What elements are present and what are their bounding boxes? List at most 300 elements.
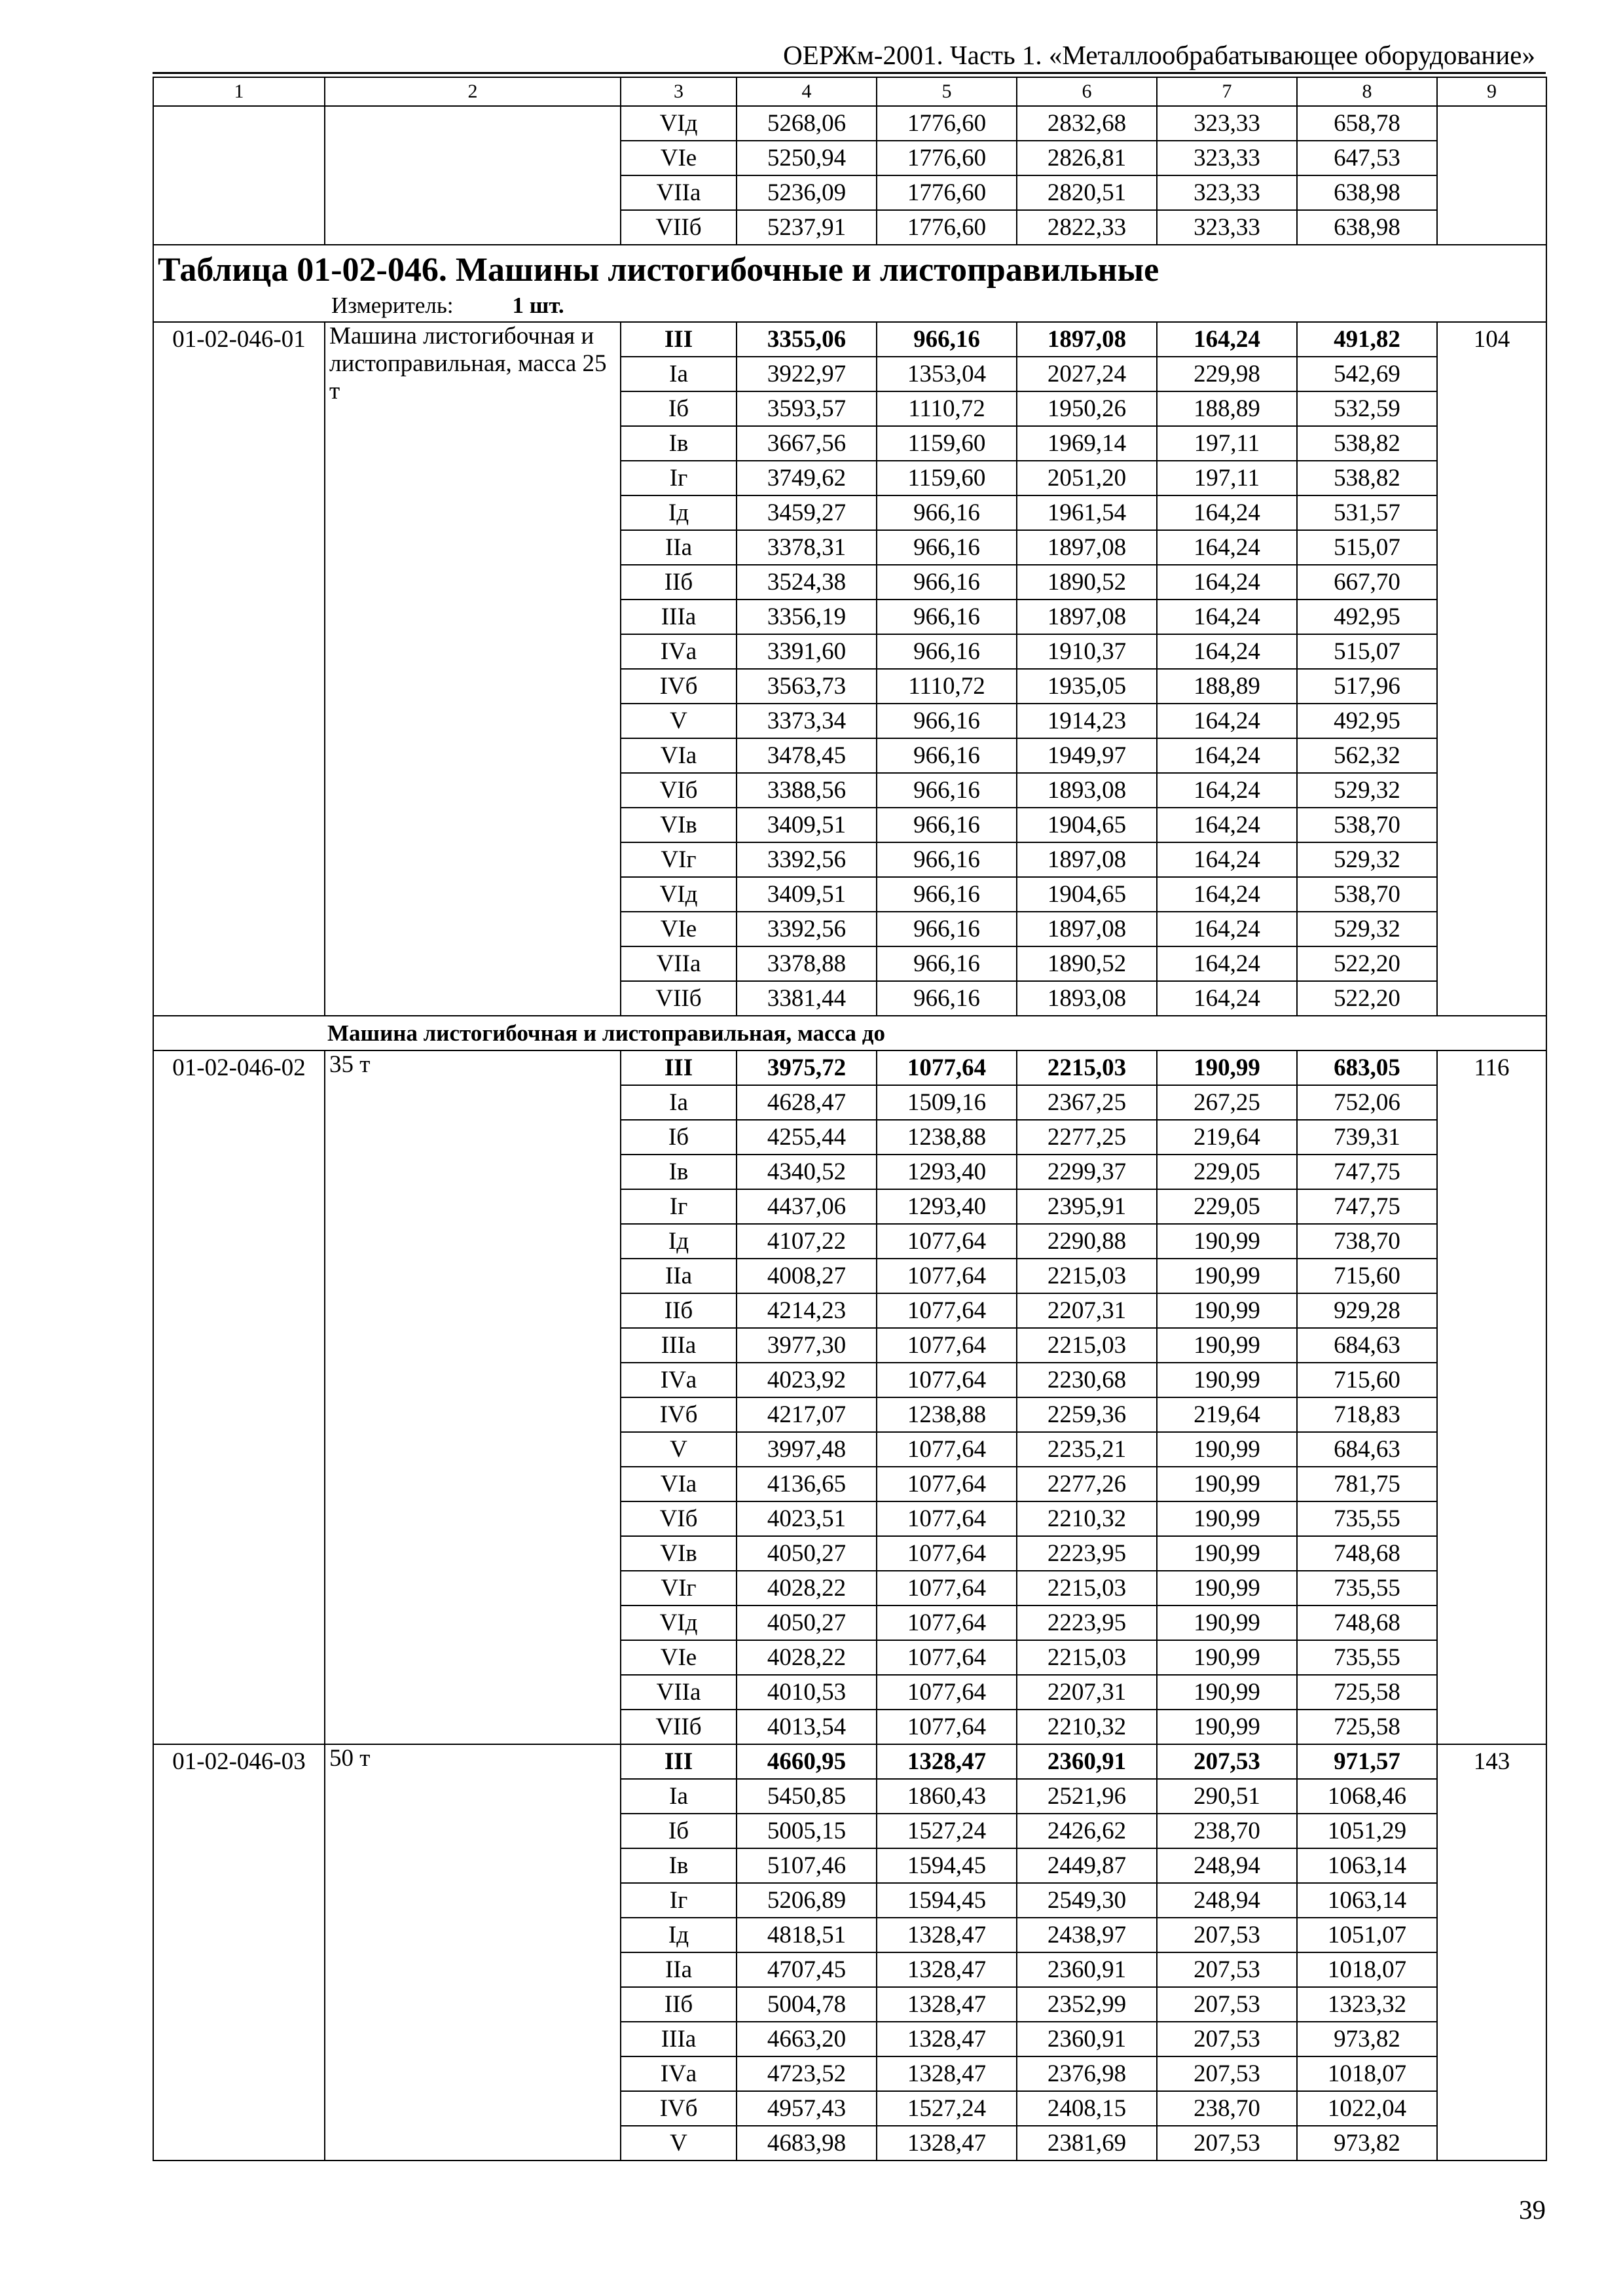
- value-cell: 1776,60: [877, 175, 1017, 210]
- value-cell: 522,20: [1297, 946, 1437, 981]
- value-cell: 3409,51: [737, 808, 877, 842]
- value-cell: 164,24: [1157, 530, 1297, 565]
- value-cell: 667,70: [1297, 565, 1437, 600]
- value-cell: 2215,03: [1017, 1328, 1157, 1363]
- value-cell: 190,99: [1157, 1224, 1297, 1259]
- value-cell: 2223,95: [1017, 1605, 1157, 1640]
- value-cell: 5005,15: [737, 1814, 877, 1848]
- value-cell: 966,16: [877, 946, 1017, 981]
- value-cell: 4028,22: [737, 1640, 877, 1675]
- value-cell: 1594,45: [877, 1848, 1017, 1883]
- zone-cell: IVа: [621, 634, 737, 669]
- value-cell: 207,53: [1157, 1952, 1297, 1987]
- value-cell: 1077,64: [877, 1605, 1017, 1640]
- value-cell: 2215,03: [1017, 1050, 1157, 1085]
- value-cell: 248,94: [1157, 1848, 1297, 1883]
- value-cell: 190,99: [1157, 1259, 1297, 1293]
- value-cell: 973,82: [1297, 2126, 1437, 2161]
- value-cell: 207,53: [1157, 1987, 1297, 2022]
- value-cell: 1776,60: [877, 106, 1017, 141]
- zone-cell: V: [621, 2126, 737, 2161]
- value-cell: 2826,81: [1017, 141, 1157, 175]
- page-header: [153, 38, 1546, 74]
- zone-cell: VIд: [621, 1605, 737, 1640]
- value-cell: 1018,07: [1297, 1952, 1437, 1987]
- value-cell: 164,24: [1157, 877, 1297, 912]
- value-cell: 2215,03: [1017, 1571, 1157, 1605]
- value-cell: 1077,64: [877, 1293, 1017, 1328]
- value-cell: 238,70: [1157, 1814, 1297, 1848]
- col9-cell: 143: [1437, 1744, 1546, 2161]
- value-cell: 529,32: [1297, 912, 1437, 946]
- value-cell: 752,06: [1297, 1085, 1437, 1120]
- value-cell: 684,63: [1297, 1328, 1437, 1363]
- zone-cell: IVб: [621, 1397, 737, 1432]
- value-cell: 538,82: [1297, 461, 1437, 495]
- value-cell: 735,55: [1297, 1640, 1437, 1675]
- value-cell: 2360,91: [1017, 1744, 1157, 1779]
- value-cell: 2352,99: [1017, 1987, 1157, 2022]
- value-cell: 966,16: [877, 495, 1017, 530]
- value-cell: 1077,64: [877, 1501, 1017, 1536]
- value-cell: 190,99: [1157, 1363, 1297, 1397]
- value-cell: 781,75: [1297, 1467, 1437, 1501]
- value-cell: 238,70: [1157, 2091, 1297, 2126]
- zone-cell: IIа: [621, 1259, 737, 1293]
- value-cell: 1328,47: [877, 1918, 1017, 1952]
- zone-cell: Iа: [621, 1779, 737, 1814]
- zone-cell: Iа: [621, 357, 737, 391]
- subgroup-title-row: [153, 1016, 1546, 1050]
- value-cell: 647,53: [1297, 141, 1437, 175]
- value-cell: 5450,85: [737, 1779, 877, 1814]
- meter-row: [331, 291, 1542, 320]
- value-cell: 323,33: [1157, 141, 1297, 175]
- value-cell: 3378,88: [737, 946, 877, 981]
- value-cell: 1110,72: [877, 669, 1017, 704]
- value-cell: 3388,56: [737, 773, 877, 808]
- value-cell: 1860,43: [877, 1779, 1017, 1814]
- zone-cell: VIб: [621, 1501, 737, 1536]
- value-cell: 715,60: [1297, 1259, 1437, 1293]
- value-cell: 971,57: [1297, 1744, 1437, 1779]
- value-cell: 164,24: [1157, 600, 1297, 634]
- table-row: [153, 106, 1546, 141]
- value-cell: 164,24: [1157, 946, 1297, 981]
- table-title-row: [153, 245, 1546, 322]
- value-cell: 290,51: [1157, 1779, 1297, 1814]
- zone-cell: Iа: [621, 1085, 737, 1120]
- value-cell: 966,16: [877, 981, 1017, 1016]
- value-cell: 323,33: [1157, 106, 1297, 141]
- value-cell: 492,95: [1297, 600, 1437, 634]
- value-cell: 1077,64: [877, 1536, 1017, 1571]
- zone-cell: Iб: [621, 1814, 737, 1848]
- zone-cell: Iг: [621, 461, 737, 495]
- value-cell: 966,16: [877, 912, 1017, 946]
- value-cell: 5268,06: [737, 106, 877, 141]
- zone-cell: VIIб: [621, 1710, 737, 1744]
- column-number: 1: [153, 77, 325, 106]
- value-cell: 2360,91: [1017, 1952, 1157, 1987]
- zone-cell: IVб: [621, 2091, 737, 2126]
- value-cell: 4723,52: [737, 2056, 877, 2091]
- table-row: [153, 322, 1546, 357]
- value-cell: 1077,64: [877, 1467, 1017, 1501]
- value-cell: 2376,98: [1017, 2056, 1157, 2091]
- zone-cell: IVб: [621, 669, 737, 704]
- value-cell: 3355,06: [737, 322, 877, 357]
- zone-cell: Iг: [621, 1189, 737, 1224]
- value-cell: 1051,07: [1297, 1918, 1437, 1952]
- value-cell: 3409,51: [737, 877, 877, 912]
- value-cell: 267,25: [1157, 1085, 1297, 1120]
- zone-cell: VIIа: [621, 175, 737, 210]
- value-cell: 1328,47: [877, 1744, 1017, 1779]
- zone-cell: VIд: [621, 106, 737, 141]
- value-cell: 3922,97: [737, 357, 877, 391]
- zone-cell: Iд: [621, 1918, 737, 1952]
- value-cell: 1077,64: [877, 1224, 1017, 1259]
- value-cell: 4028,22: [737, 1571, 877, 1605]
- value-cell: 5206,89: [737, 1883, 877, 1918]
- value-cell: 3749,62: [737, 461, 877, 495]
- value-cell: 531,57: [1297, 495, 1437, 530]
- value-cell: 4008,27: [737, 1259, 877, 1293]
- value-cell: 190,99: [1157, 1501, 1297, 1536]
- price-table-container: [153, 77, 1546, 2161]
- column-number: 7: [1157, 77, 1297, 106]
- value-cell: 1353,04: [877, 357, 1017, 391]
- code-cell: 01-02-046-03: [153, 1744, 325, 2161]
- zone-cell: VIIа: [621, 946, 737, 981]
- col9-cell: 116: [1437, 1050, 1546, 1744]
- table-body: [153, 77, 1546, 2161]
- value-cell: 4437,06: [737, 1189, 877, 1224]
- value-cell: 2259,36: [1017, 1397, 1157, 1432]
- value-cell: 2235,21: [1017, 1432, 1157, 1467]
- value-cell: 748,68: [1297, 1605, 1437, 1640]
- zone-cell: VIв: [621, 808, 737, 842]
- zone-cell: Iв: [621, 1155, 737, 1189]
- zone-cell: VIIб: [621, 981, 737, 1016]
- value-cell: 966,16: [877, 634, 1017, 669]
- meter-value: 1 шт.: [512, 293, 564, 318]
- value-cell: 4023,51: [737, 1501, 877, 1536]
- value-cell: 1914,23: [1017, 704, 1157, 738]
- value-cell: 4707,45: [737, 1952, 877, 1987]
- value-cell: 966,16: [877, 738, 1017, 773]
- value-cell: 4663,20: [737, 2022, 877, 2056]
- value-cell: 4660,95: [737, 1744, 877, 1779]
- name-cell: 50 т: [325, 1744, 621, 2161]
- price-table: [153, 77, 1547, 2161]
- value-cell: 1068,46: [1297, 1779, 1437, 1814]
- value-cell: 3997,48: [737, 1432, 877, 1467]
- value-cell: 718,83: [1297, 1397, 1437, 1432]
- table-row: [153, 1744, 1546, 1779]
- zone-cell: III: [621, 1744, 737, 1779]
- value-cell: 164,24: [1157, 704, 1297, 738]
- value-cell: 188,89: [1157, 669, 1297, 704]
- value-cell: 1509,16: [877, 1085, 1017, 1120]
- value-cell: 2215,03: [1017, 1259, 1157, 1293]
- value-cell: 735,55: [1297, 1571, 1437, 1605]
- value-cell: 1897,08: [1017, 600, 1157, 634]
- column-number: 2: [325, 77, 621, 106]
- value-cell: 532,59: [1297, 391, 1437, 426]
- value-cell: 4217,07: [737, 1397, 877, 1432]
- value-cell: 164,24: [1157, 808, 1297, 842]
- value-cell: 1077,64: [877, 1571, 1017, 1605]
- value-cell: 5237,91: [737, 210, 877, 245]
- value-cell: 2438,97: [1017, 1918, 1157, 1952]
- value-cell: 966,16: [877, 600, 1017, 634]
- value-cell: 2549,30: [1017, 1883, 1157, 1918]
- value-cell: 248,94: [1157, 1883, 1297, 1918]
- value-cell: 1022,04: [1297, 2091, 1437, 2126]
- subgroup-title: Машина листогибочная и листоправильная, масса до: [153, 1016, 1546, 1050]
- value-cell: 207,53: [1157, 1744, 1297, 1779]
- document-title: ОЕРЖм-2001. Часть 1. «Металлообрабатывающее оборудование»: [783, 40, 1535, 70]
- value-cell: 2215,03: [1017, 1640, 1157, 1675]
- value-cell: 207,53: [1157, 2126, 1297, 2161]
- zone-cell: Iд: [621, 495, 737, 530]
- zone-cell: IIIа: [621, 2022, 737, 2056]
- value-cell: 219,64: [1157, 1397, 1297, 1432]
- value-cell: 164,24: [1157, 773, 1297, 808]
- value-cell: 2822,33: [1017, 210, 1157, 245]
- value-cell: 1893,08: [1017, 981, 1157, 1016]
- zone-cell: Iб: [621, 1120, 737, 1155]
- value-cell: 4957,43: [737, 2091, 877, 2126]
- zone-cell: IIа: [621, 530, 737, 565]
- value-cell: 2290,88: [1017, 1224, 1157, 1259]
- value-cell: 748,68: [1297, 1536, 1437, 1571]
- zone-cell: VIа: [621, 1467, 737, 1501]
- table-row: [153, 1050, 1546, 1085]
- value-cell: 4214,23: [737, 1293, 877, 1328]
- value-cell: 190,99: [1157, 1571, 1297, 1605]
- value-cell: 5004,78: [737, 1987, 877, 2022]
- value-cell: 739,31: [1297, 1120, 1437, 1155]
- value-cell: 515,07: [1297, 530, 1437, 565]
- value-cell: 542,69: [1297, 357, 1437, 391]
- zone-cell: IVа: [621, 1363, 737, 1397]
- value-cell: 1897,08: [1017, 842, 1157, 877]
- value-cell: 529,32: [1297, 773, 1437, 808]
- value-cell: 164,24: [1157, 842, 1297, 877]
- value-cell: 3391,60: [737, 634, 877, 669]
- zone-cell: VIа: [621, 738, 737, 773]
- value-cell: 197,11: [1157, 461, 1297, 495]
- value-cell: 3373,34: [737, 704, 877, 738]
- value-cell: 1897,08: [1017, 912, 1157, 946]
- value-cell: 715,60: [1297, 1363, 1437, 1397]
- value-cell: 725,58: [1297, 1675, 1437, 1710]
- value-cell: 4050,27: [737, 1536, 877, 1571]
- value-cell: 1323,32: [1297, 1987, 1437, 2022]
- value-cell: 5107,46: [737, 1848, 877, 1883]
- value-cell: 5236,09: [737, 175, 877, 210]
- zone-cell: IIб: [621, 1293, 737, 1328]
- value-cell: 1935,05: [1017, 669, 1157, 704]
- value-cell: 1110,72: [877, 391, 1017, 426]
- value-cell: 515,07: [1297, 634, 1437, 669]
- value-cell: 229,05: [1157, 1155, 1297, 1189]
- value-cell: 323,33: [1157, 175, 1297, 210]
- value-cell: 3478,45: [737, 738, 877, 773]
- value-cell: 1077,64: [877, 1050, 1017, 1085]
- value-cell: 4013,54: [737, 1710, 877, 1744]
- value-cell: 738,70: [1297, 1224, 1437, 1259]
- col9-cell: 104: [1437, 322, 1546, 1016]
- value-cell: 3524,38: [737, 565, 877, 600]
- value-cell: 164,24: [1157, 322, 1297, 357]
- zone-cell: IIб: [621, 565, 737, 600]
- zone-cell: Iв: [621, 426, 737, 461]
- value-cell: 219,64: [1157, 1120, 1297, 1155]
- value-cell: 1238,88: [877, 1397, 1017, 1432]
- value-cell: 5250,94: [737, 141, 877, 175]
- value-cell: 3563,73: [737, 669, 877, 704]
- value-cell: 1328,47: [877, 1987, 1017, 2022]
- value-cell: 929,28: [1297, 1293, 1437, 1328]
- value-cell: 1893,08: [1017, 773, 1157, 808]
- zone-cell: III: [621, 322, 737, 357]
- value-cell: 4107,22: [737, 1224, 877, 1259]
- value-cell: 190,99: [1157, 1710, 1297, 1744]
- value-cell: 1328,47: [877, 2022, 1017, 2056]
- value-cell: 491,82: [1297, 322, 1437, 357]
- value-cell: 2230,68: [1017, 1363, 1157, 1397]
- value-cell: 190,99: [1157, 1467, 1297, 1501]
- value-cell: 2051,20: [1017, 461, 1157, 495]
- value-cell: 3381,44: [737, 981, 877, 1016]
- value-cell: 2408,15: [1017, 2091, 1157, 2126]
- page-number: 39: [1519, 2195, 1546, 2225]
- value-cell: 229,98: [1157, 357, 1297, 391]
- value-cell: 4340,52: [737, 1155, 877, 1189]
- value-cell: 229,05: [1157, 1189, 1297, 1224]
- zone-cell: VIе: [621, 1640, 737, 1675]
- value-cell: 1910,37: [1017, 634, 1157, 669]
- value-cell: 966,16: [877, 877, 1017, 912]
- value-cell: 3459,27: [737, 495, 877, 530]
- value-cell: 190,99: [1157, 1293, 1297, 1328]
- value-cell: 1077,64: [877, 1640, 1017, 1675]
- value-cell: 4136,65: [737, 1467, 877, 1501]
- value-cell: 529,32: [1297, 842, 1437, 877]
- zone-cell: IVа: [621, 2056, 737, 2091]
- value-cell: 164,24: [1157, 981, 1297, 1016]
- value-cell: 1159,60: [877, 426, 1017, 461]
- value-cell: 4818,51: [737, 1918, 877, 1952]
- value-cell: 1293,40: [877, 1189, 1017, 1224]
- value-cell: 2207,31: [1017, 1293, 1157, 1328]
- zone-cell: IIа: [621, 1952, 737, 1987]
- value-cell: 1904,65: [1017, 877, 1157, 912]
- zone-cell: VIг: [621, 842, 737, 877]
- value-cell: 966,16: [877, 530, 1017, 565]
- value-cell: 1077,64: [877, 1363, 1017, 1397]
- value-cell: 2299,37: [1017, 1155, 1157, 1189]
- column-number-row: [153, 77, 1546, 106]
- value-cell: 2449,87: [1017, 1848, 1157, 1883]
- value-cell: 2027,24: [1017, 357, 1157, 391]
- value-cell: 1018,07: [1297, 2056, 1437, 2091]
- value-cell: 2521,96: [1017, 1779, 1157, 1814]
- value-cell: 638,98: [1297, 175, 1437, 210]
- column-number: 6: [1017, 77, 1157, 106]
- value-cell: 747,75: [1297, 1189, 1437, 1224]
- value-cell: 1077,64: [877, 1675, 1017, 1710]
- value-cell: 638,98: [1297, 210, 1437, 245]
- value-cell: 4255,44: [737, 1120, 877, 1155]
- value-cell: 4010,53: [737, 1675, 877, 1710]
- code-cell: 01-02-046-01: [153, 322, 325, 1016]
- zone-cell: IIIа: [621, 600, 737, 634]
- value-cell: 207,53: [1157, 1918, 1297, 1952]
- value-cell: 1328,47: [877, 1952, 1017, 1987]
- zone-cell: VIв: [621, 1536, 737, 1571]
- value-cell: 3975,72: [737, 1050, 877, 1085]
- value-cell: 725,58: [1297, 1710, 1437, 1744]
- value-cell: 190,99: [1157, 1675, 1297, 1710]
- code-cell: [153, 106, 325, 245]
- zone-cell: IIIа: [621, 1328, 737, 1363]
- value-cell: 1950,26: [1017, 391, 1157, 426]
- value-cell: 2223,95: [1017, 1536, 1157, 1571]
- value-cell: 1077,64: [877, 1328, 1017, 1363]
- value-cell: 2360,91: [1017, 2022, 1157, 2056]
- value-cell: 1328,47: [877, 2126, 1017, 2161]
- value-cell: 2367,25: [1017, 1085, 1157, 1120]
- value-cell: 164,24: [1157, 634, 1297, 669]
- value-cell: 188,89: [1157, 391, 1297, 426]
- value-cell: 1077,64: [877, 1259, 1017, 1293]
- zone-cell: Iг: [621, 1883, 737, 1918]
- value-cell: 3593,57: [737, 391, 877, 426]
- value-cell: 973,82: [1297, 2022, 1437, 2056]
- value-cell: 683,05: [1297, 1050, 1437, 1085]
- value-cell: 207,53: [1157, 2022, 1297, 2056]
- value-cell: 1594,45: [877, 1883, 1017, 1918]
- value-cell: 190,99: [1157, 1432, 1297, 1467]
- value-cell: 2210,32: [1017, 1710, 1157, 1744]
- value-cell: 684,63: [1297, 1432, 1437, 1467]
- column-number: 5: [877, 77, 1017, 106]
- column-number: 4: [737, 77, 877, 106]
- name-cell: 35 т: [325, 1050, 621, 1744]
- value-cell: 747,75: [1297, 1155, 1437, 1189]
- value-cell: 1527,24: [877, 1814, 1017, 1848]
- value-cell: 1328,47: [877, 2056, 1017, 2091]
- value-cell: 1969,14: [1017, 426, 1157, 461]
- value-cell: 538,70: [1297, 808, 1437, 842]
- name-cell: Машина листогибочная и листоправильная, масса 25 т: [325, 322, 621, 1016]
- value-cell: 492,95: [1297, 704, 1437, 738]
- value-cell: 3378,31: [737, 530, 877, 565]
- zone-cell: VIд: [621, 877, 737, 912]
- value-cell: 966,16: [877, 808, 1017, 842]
- value-cell: 562,32: [1297, 738, 1437, 773]
- value-cell: 2426,62: [1017, 1814, 1157, 1848]
- value-cell: 966,16: [877, 322, 1017, 357]
- value-cell: 538,70: [1297, 877, 1437, 912]
- value-cell: 1077,64: [877, 1432, 1017, 1467]
- value-cell: 4050,27: [737, 1605, 877, 1640]
